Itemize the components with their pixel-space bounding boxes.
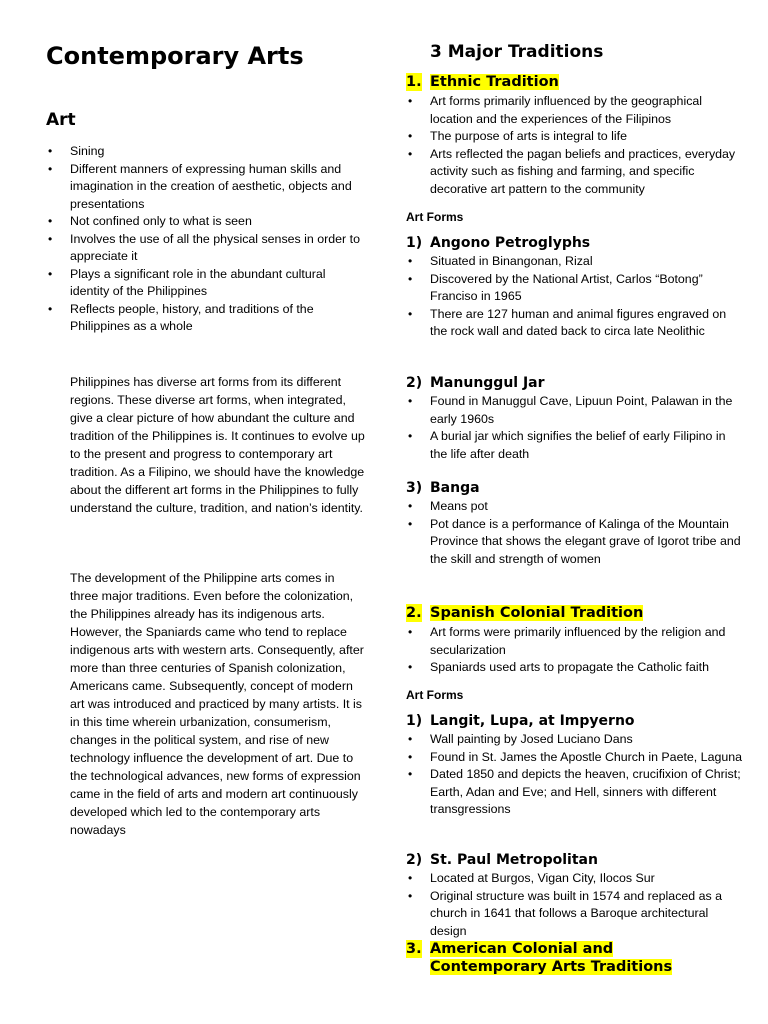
ethnic-bullet-list	[406, 93, 746, 198]
spanish-bullet-list	[406, 624, 746, 677]
list-item: • Wall painting by Josed Luciano Dans	[406, 731, 746, 749]
list-item: • Arts reflected the pagan beliefs and practices, everyday activity such as fishing and farming, and specific decorative art pattern to the community	[406, 146, 746, 199]
list-item: • Involves the use of all the physical senses in order to appreciate it	[46, 231, 366, 266]
art-heading: Art	[46, 110, 76, 130]
list-item: • Found in Manuggul Cave, Lipuun Point, Palawan in the early 1960s	[406, 393, 746, 428]
tradition-number: 2.	[406, 605, 422, 621]
art-form-title: 3) Banga	[406, 480, 480, 496]
list-item: • Plays a significant role in the abundant cultural identity of the Philippines	[46, 266, 366, 301]
art-form-bullet-list	[406, 731, 746, 819]
list-item: • Dated 1850 and depicts the heaven, crucifixion of Christ; Earth, Adan and Eve; and Hell, sinners with different transgressions	[406, 766, 746, 819]
tradition-title-line2: Contemporary Arts Traditions	[430, 959, 673, 975]
list-item: • Not confined only to what is seen	[46, 213, 366, 231]
paragraph-diverse-art-forms: Philippines has diverse art forms from its different regions. These diverse art forms, when integrated, give a clear picture of how abundant the culture and tradition of the Philippines is. It continues to evolve up to the present and progress to contemporary art tradition. As a Filipino, we should have the knowledge about the different art forms in the Philippines to fully understand the culture, tradition, and nation’s identity.	[70, 375, 365, 515]
list-item: • Means pot	[406, 498, 746, 516]
art-forms-label: Art Forms	[406, 210, 464, 224]
list-item: • Original structure was built in 1574 and replaced as a church in 1641 that follows a Baroque architectural design	[406, 888, 746, 941]
tradition-title: Spanish Colonial Tradition	[430, 605, 644, 621]
list-item: • Different manners of expressing human skills and imagination in the creation of aesthetic, objects and presentations	[46, 161, 366, 214]
list-item: • Discovered by the National Artist, Carlos “Botong” Franciso in 1965	[406, 271, 746, 306]
art-form-title: 1) Langit, Lupa, at Impyerno	[406, 713, 635, 729]
art-form-bullet-list	[406, 393, 746, 463]
list-item: • There are 127 human and animal figures engraved on the rock wall and dated back to circa late Neolithic	[406, 306, 746, 341]
tradition-title-line1: American Colonial and	[430, 941, 614, 957]
list-item: • Art forms were primarily influenced by the religion and secularization	[406, 624, 746, 659]
tradition-title: Ethnic Tradition	[430, 74, 559, 90]
list-item: • Found in St. James the Apostle Church in Paete, Laguna	[406, 749, 746, 767]
list-item: • Situated in Binangonan, Rizal	[406, 253, 746, 271]
spanish-tradition-heading	[406, 604, 746, 622]
paragraph-development: The development of the Philippine arts comes in three major traditions. Even before the colonization, the Philippines already has its indigenous arts. However, the Spaniards came who tend to replace indigenous arts with western arts. Consequently, after more than three centuries of Spanish colonization, Americans came. Subsequently, concept of modern art was introduced and practiced by many artists. It is in this time wherein urbanization, consumerism, changes in the political system, and rise of new technology influence the development of art. Due to the technological advances, new forms of expression came in the field of arts and modern art continuously developed which led to the contemporary arts nowadays	[70, 571, 364, 837]
art-bullet-list	[46, 143, 366, 336]
list-item: • A burial jar which signifies the belief of early Filipino in the life after death	[406, 428, 746, 463]
list-item: • Pot dance is a performance of Kalinga of the Mountain Province that shows the elegant grave of Igorot tribe and the skill and strength of women	[406, 516, 746, 569]
ethnic-tradition-heading	[406, 73, 746, 91]
list-item: • Art forms primarily influenced by the geographical location and the experiences of the Filipinos	[406, 93, 746, 128]
major-traditions-heading: 3 Major Traditions	[430, 42, 604, 62]
list-item: • Located at Burgos, Vigan City, Ilocos Sur	[406, 870, 746, 888]
page-title: Contemporary Arts	[46, 42, 304, 70]
art-forms-label: Art Forms	[406, 688, 464, 702]
list-item: • Sining	[46, 143, 366, 161]
tradition-number: 1.	[406, 74, 422, 90]
art-form-bullet-list	[406, 870, 746, 940]
list-item: • The purpose of arts is integral to life	[406, 128, 746, 146]
art-form-title: 1) Angono Petroglyphs	[406, 235, 591, 251]
list-item: • Spaniards used arts to propagate the Catholic faith	[406, 659, 746, 677]
american-tradition-heading	[406, 940, 746, 976]
art-form-title: 2) Manunggul Jar	[406, 375, 545, 391]
art-form-title: 2) St. Paul Metropolitan	[406, 852, 598, 868]
list-item: • Reflects people, history, and traditions of the Philippines as a whole	[46, 301, 366, 336]
art-form-bullet-list	[406, 498, 746, 568]
tradition-number: 3.	[406, 941, 422, 957]
art-form-bullet-list	[406, 253, 746, 341]
